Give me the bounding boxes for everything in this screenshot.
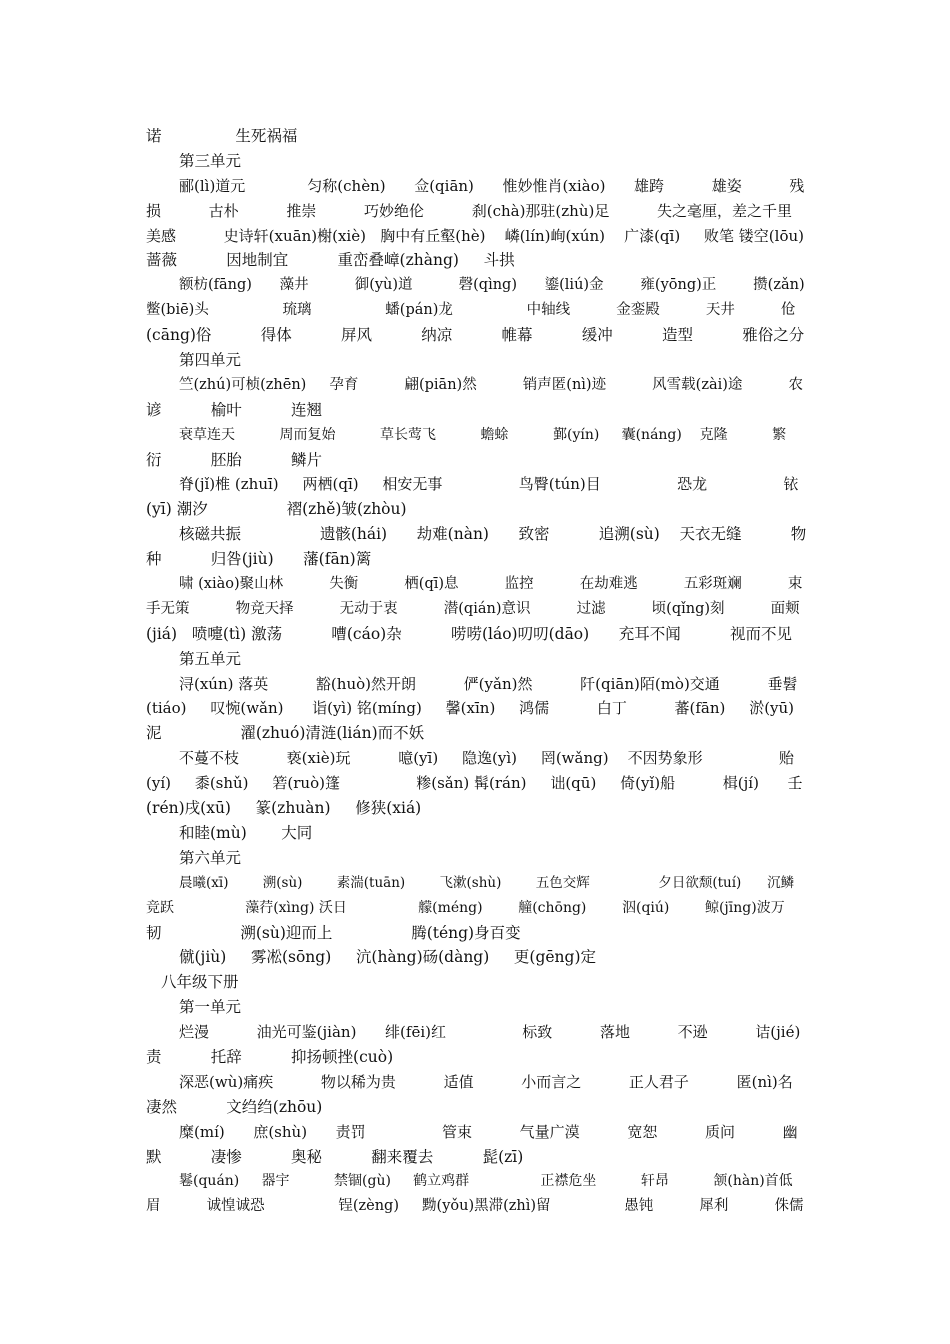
text-line: (yí) 黍(shǔ) 箬(ruò)篷 糁(sǎn) 髯(rán) 诎(qū) 倚(yǐ)船 楫(jí) 壬 — [146, 774, 803, 793]
text-line: 僦(jiù) 雾凇(sōng) 沆(hàng)砀(dàng) 更(gēng)定 — [179, 948, 597, 967]
text-line: 晨曦(xī) 溯(sù) 素湍(tuān) 飞漱(shù) 五色交辉 夕日欲颓(tuí) 沉鳞 — [179, 874, 795, 891]
text-line: 凄然 文绉绉(zhōu) — [146, 1097, 323, 1116]
text-line: (yī) 潮汐 褶(zhě)皱(zhòu) — [146, 500, 407, 519]
text-line: 第四单元 — [179, 351, 242, 370]
text-line: 八年级下册 — [161, 973, 239, 992]
text-line: 损 古朴 推崇 巧妙绝伦 刹(chà)那驻(zhù)足 失之毫厘，差之千里 — [146, 201, 793, 220]
text-line: 烂漫 油光可鉴(jiàn) 绯(fēi)红 标致 落地 不逊 诘(jié) — [179, 1023, 801, 1042]
text-line: (rén)戌(xū) 篆(zhuàn) 修狭(xiá) — [146, 799, 422, 818]
text-line: 第五单元 — [179, 649, 242, 668]
text-line: 脊(jǐ)椎 (zhuī) 两栖(qī) 相安无事 鸟臀(tún)目 恐龙 铱 — [179, 475, 799, 494]
text-line: 衍 胚胎 鳞片 — [146, 450, 323, 469]
text-line: (jiá) 喷嚏(tì) 激荡 嘈(cáo)杂 唠唠(láo)叨叨(dāo) 充耳不闻 视而不见 — [146, 624, 793, 643]
text-line: 衰草连天 周而复始 草长莺飞 蟾蜍 鄞(yín) 囊(náng) 克隆 繁 — [179, 426, 787, 443]
text-line: (tiáo) 叹惋(wǎn) 诣(yì) 铭(míng) 馨(xīn) 鸿儒 白丁 蕃(fān) 淤(yū) — [146, 699, 795, 718]
text-line: 额枋(fāng) 藻井 御(yù)道 磬(qìng) 鎏(liú)金 雍(yōng)正 攒(zǎn) — [179, 277, 805, 294]
text-line: 泥 濯(zhuó)清涟(lián)而不妖 — [146, 724, 425, 743]
text-line: 默 凄惨 奥秘 翻来覆去 髭(zī) — [146, 1147, 524, 1166]
text-line: 眉 诚惶诚恐 锃(zèng) 黝(yǒu)黑滞(zhì)留 愚钝 犀利 侏儒 — [146, 1198, 804, 1215]
text-line: 竺(zhú)可桢(zhēn) 孕育 翩(piān)然 销声匿(nì)迹 风雪载(zài)途 农 — [179, 376, 803, 393]
text-line: 核磁共振 遗骸(hái) 劫难(nàn) 致密 追溯(sù) 天衣无缝 物 — [179, 525, 807, 544]
text-line: 第一单元 — [179, 998, 242, 1017]
text-line: (cāng)俗 得体 屏风 纳凉 帷幕 缓冲 造型 雅俗之分 — [146, 326, 805, 345]
text-line: 第六单元 — [179, 848, 242, 867]
text-line: 浔(xún) 落英 豁(huò)然开朗 俨(yǎn)然 阡(qiān)陌(mò)交通 垂髫 — [179, 674, 798, 693]
text-line: 韧 溯(sù)迎而上 腾(téng)身百变 — [146, 923, 521, 942]
text-line: 蔷薇 因地制宜 重峦叠嶂(zhàng) 斗拱 — [146, 251, 515, 270]
text-line: 鬈(quán) 器宇 禁锢(gù) 鹤立鸡群 正襟危坐 轩昂 颔(hàn)首低 — [179, 1173, 793, 1190]
text-line: 责 托辞 抑扬顿挫(cuò) — [146, 1047, 394, 1066]
text-line: 糜(mí) 庶(shù) 责罚 管束 气量广漠 宽恕 质问 幽 — [179, 1122, 798, 1141]
text-line: 诺 生死祸福 — [146, 127, 298, 145]
text-line: 鳖(biē)头 琉璃 蟠(pán)龙 中轴线 金銮殿 天井 伧 — [146, 302, 796, 319]
text-line: 不蔓不枝 亵(xiè)玩 噫(yī) 隐逸(yì) 罔(wǎng) 不因势象形 贻 — [179, 749, 794, 768]
text-line: 种 归咎(jiù) 藩(fān)篱 — [146, 550, 372, 569]
document-page — [146, 124, 806, 1219]
text-line: 啸 (xiào)聚山林 失衡 栖(qī)息 监控 在劫难逃 五彩斑斓 束 — [179, 576, 803, 593]
text-line: 郦(lì)道元 匀称(chèn) 佥(qiān) 惟妙惟肖(xiào) 雄跨 雄姿 残 — [179, 176, 805, 195]
text-line: 美感 史诗轩(xuān)榭(xiè) 胸中有丘壑(hè) 嶙(lín)峋(xún) 广漆(qī) 败笔 镂空(lōu) — [146, 226, 804, 245]
text-line: 谚 榆叶 连翘 — [146, 400, 323, 419]
text-line: 和睦(mù) 大同 — [179, 823, 313, 842]
text-line: 深恶(wù)痛疾 物以稀为贵 适值 小而言之 正人君子 匿(nì)名 — [179, 1072, 793, 1091]
text-line: 手无策 物竞天择 无动于衷 潜(qián)意识 过滤 顷(qǐng)刻 面颊 — [146, 600, 800, 617]
text-line: 竞跃 藻荇(xìng) 沃日 艨(méng) 艟(chōng) 泅(qiú) 鲸(jīng)波万 — [146, 899, 785, 916]
text-line: 第三单元 — [179, 151, 242, 170]
